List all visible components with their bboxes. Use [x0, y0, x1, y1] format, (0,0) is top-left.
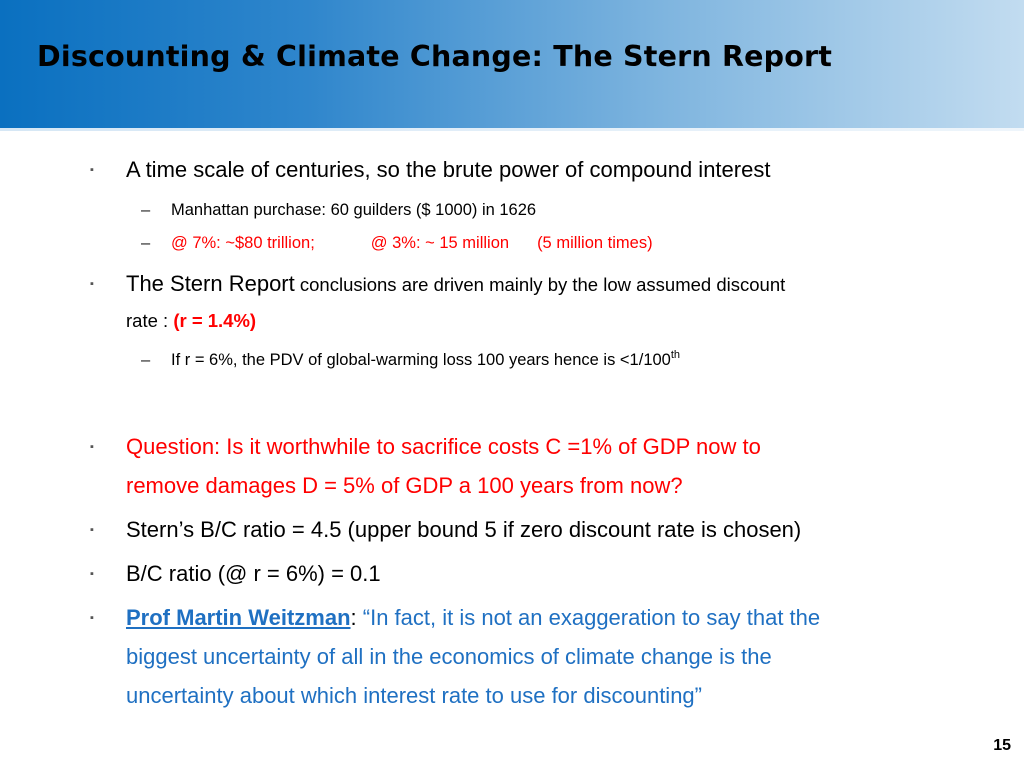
square-bullet-icon: ▪ [90, 568, 94, 580]
weitzman-link[interactable]: Prof Martin Weitzman [126, 605, 351, 630]
subbullet-text: Manhattan purchase: 60 guilders ($ 1000) in 1626 [171, 201, 537, 219]
bullet-stern-bc-ratio [90, 511, 802, 549]
dash-bullet-icon: – [141, 201, 151, 219]
subbullet-text: If r = 6%, the PDV of global-warming loss 100 years hence is <1/100 [171, 351, 671, 369]
bullet-bc-ratio-6pct [90, 555, 381, 593]
discount-rate-highlight: (r = 1.4%) [173, 310, 257, 331]
times-multiplier: (5 million times) [537, 234, 653, 252]
superscript-th: th [670, 349, 681, 361]
square-bullet-icon: ▪ [90, 524, 94, 536]
rate-7-percent: @ 7%: ~$80 trillion; [171, 234, 315, 252]
square-bullet-icon: ▪ [90, 441, 94, 453]
bullet-question-cont [126, 467, 683, 505]
quote-line-3-row [126, 677, 702, 715]
bullet-text: A time scale of centuries, so the brute power of compound interest [126, 157, 771, 182]
bullet-compound-interest [90, 151, 771, 189]
rate-3-percent: @ 3%: ~ 15 million [370, 234, 510, 252]
bullet-stern-report [90, 265, 786, 304]
stern-report-lead: The Stern Report [126, 271, 295, 296]
page-number: 15 [993, 737, 1011, 754]
rate-label: rate : [126, 310, 174, 331]
bullet-question [90, 428, 761, 466]
slide-title: Discounting & Climate Change: The Stern Report [37, 40, 833, 73]
quote-line-2-row [126, 638, 772, 676]
square-bullet-icon: ▪ [90, 164, 94, 176]
stern-report-rest: conclusions are driven mainly by the low assumed discount [294, 274, 786, 295]
quote-line-1: “In fact, it is not an exaggeration to say that the [356, 605, 821, 630]
quote-line-2: biggest uncertainty of all in the economics of climate change is the [126, 644, 772, 669]
bullet-text: B/C ratio (@ r = 6%) = 0.1 [126, 561, 381, 586]
bullet-stern-report-cont [126, 302, 256, 340]
square-bullet-icon: ▪ [90, 612, 94, 624]
subbullet-pdv [141, 349, 681, 371]
square-bullet-icon: ▪ [90, 278, 94, 290]
subbullet-growth-rates [141, 232, 653, 254]
dash-bullet-icon: – [141, 234, 151, 252]
subbullet-manhattan [141, 199, 537, 221]
quote-colon: : [350, 605, 357, 630]
quote-line-3: uncertainty about which interest rate to use for discounting” [126, 683, 702, 708]
question-line-2: remove damages D = 5% of GDP a 100 years from now? [126, 473, 683, 498]
question-line-1: Question: Is it worthwhile to sacrifice costs C =1% of GDP now to [126, 434, 761, 459]
bullet-text: Stern’s B/C ratio = 4.5 (upper bound 5 if zero discount rate is chosen) [126, 517, 802, 542]
bullet-weitzman-quote [90, 599, 821, 637]
dash-bullet-icon: – [141, 351, 151, 369]
